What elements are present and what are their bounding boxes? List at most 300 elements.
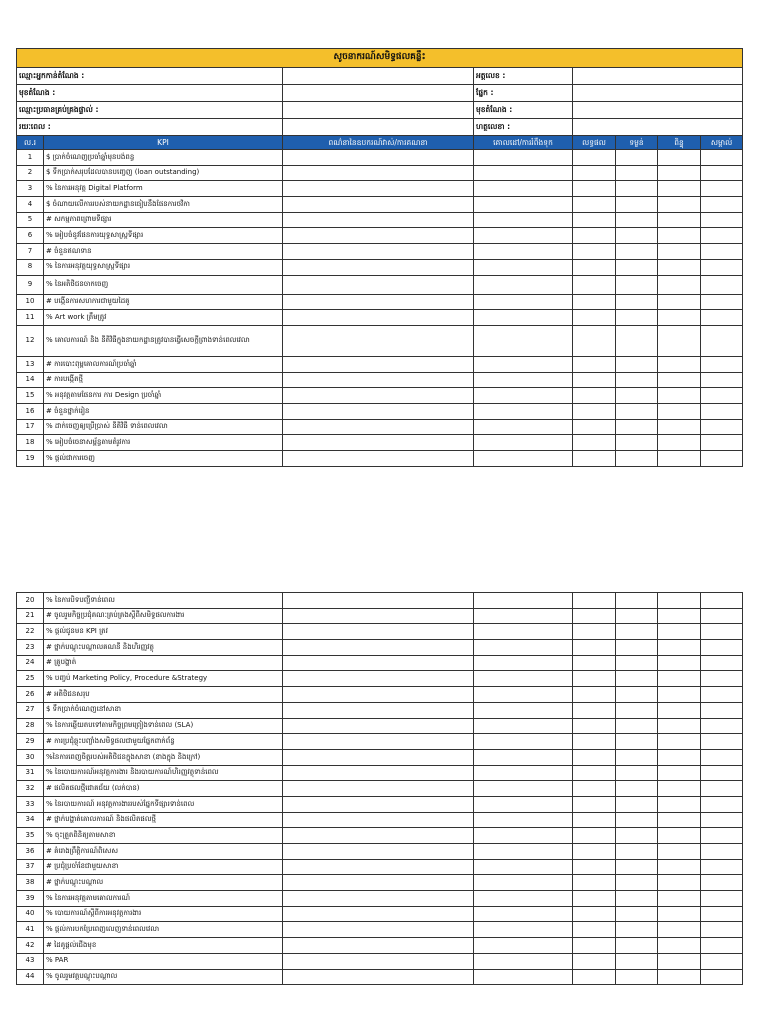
score-cell[interactable] [658, 419, 701, 435]
result-cell[interactable] [573, 891, 616, 907]
target-cell[interactable] [474, 749, 573, 765]
target-cell[interactable] [474, 655, 573, 671]
row-number: 34 [17, 812, 44, 828]
description-cell[interactable] [283, 671, 474, 687]
result-cell[interactable] [573, 906, 616, 922]
target-cell[interactable] [474, 165, 573, 181]
score-cell[interactable] [658, 891, 701, 907]
description-cell[interactable] [283, 812, 474, 828]
weight-cell[interactable] [616, 181, 658, 197]
remark-cell[interactable] [701, 165, 743, 181]
score-cell[interactable] [658, 259, 701, 275]
description-cell[interactable] [283, 687, 474, 703]
result-cell[interactable] [573, 435, 616, 451]
remark-cell[interactable] [701, 969, 743, 985]
id-field[interactable] [573, 68, 743, 85]
score-cell[interactable] [658, 197, 701, 213]
weight-cell[interactable] [616, 388, 658, 404]
remark-cell[interactable] [701, 781, 743, 797]
result-cell[interactable] [573, 403, 616, 419]
score-cell[interactable] [658, 310, 701, 326]
kpi-cell: % Art work ត្រឹមត្រូវ [44, 310, 283, 326]
target-cell[interactable] [474, 181, 573, 197]
target-cell[interactable] [474, 259, 573, 275]
target-cell[interactable] [474, 419, 573, 435]
score-cell[interactable] [658, 765, 701, 781]
description-cell[interactable] [283, 403, 474, 419]
remark-cell[interactable] [701, 435, 743, 451]
score-cell[interactable] [658, 212, 701, 228]
target-cell[interactable] [474, 624, 573, 640]
remark-cell[interactable] [701, 859, 743, 875]
weight-cell[interactable] [616, 781, 658, 797]
target-cell[interactable] [474, 212, 573, 228]
result-cell[interactable] [573, 812, 616, 828]
description-cell[interactable] [283, 765, 474, 781]
result-cell[interactable] [573, 938, 616, 954]
remark-cell[interactable] [701, 310, 743, 326]
target-cell[interactable] [474, 859, 573, 875]
target-cell[interactable] [474, 687, 573, 703]
description-cell[interactable] [283, 388, 474, 404]
weight-cell[interactable] [616, 859, 658, 875]
remark-cell[interactable] [701, 812, 743, 828]
score-cell[interactable] [658, 181, 701, 197]
result-cell[interactable] [573, 259, 616, 275]
weight-cell[interactable] [616, 372, 658, 388]
target-cell[interactable] [474, 640, 573, 656]
description-cell[interactable] [283, 640, 474, 656]
target-cell[interactable] [474, 403, 573, 419]
score-cell[interactable] [658, 796, 701, 812]
description-cell[interactable] [283, 953, 474, 969]
result-cell[interactable] [573, 181, 616, 197]
remark-cell[interactable] [701, 671, 743, 687]
score-cell[interactable] [658, 969, 701, 985]
col-header-weight: ទម្ងន់ [616, 136, 658, 150]
description-cell[interactable] [283, 702, 474, 718]
row-number: 42 [17, 938, 44, 954]
score-cell[interactable] [658, 244, 701, 260]
target-cell[interactable] [474, 844, 573, 860]
weight-cell[interactable] [616, 624, 658, 640]
result-cell[interactable] [573, 372, 616, 388]
target-cell[interactable] [474, 891, 573, 907]
weight-cell[interactable] [616, 325, 658, 356]
weight-cell[interactable] [616, 356, 658, 372]
description-cell[interactable] [283, 891, 474, 907]
kpi-cell: # ចូលរួមកិច្ចប្រជុំគណៈគ្រប់គ្រងស្តីពីសមិទ្ធផលការងារ [44, 608, 283, 624]
result-cell[interactable] [573, 608, 616, 624]
target-cell[interactable] [474, 906, 573, 922]
weight-cell[interactable] [616, 403, 658, 419]
remark-cell[interactable] [701, 734, 743, 750]
description-cell[interactable] [283, 372, 474, 388]
remark-cell[interactable] [701, 828, 743, 844]
remark-cell[interactable] [701, 718, 743, 734]
target-cell[interactable] [474, 671, 573, 687]
result-cell[interactable] [573, 687, 616, 703]
target-cell[interactable] [474, 828, 573, 844]
description-cell[interactable] [283, 181, 474, 197]
target-cell[interactable] [474, 593, 573, 609]
result-cell[interactable] [573, 953, 616, 969]
weight-cell[interactable] [616, 734, 658, 750]
result-cell[interactable] [573, 294, 616, 310]
weight-cell[interactable] [616, 419, 658, 435]
score-cell[interactable] [658, 150, 701, 166]
col-header-score: ពិន្ទុ [658, 136, 701, 150]
result-cell[interactable] [573, 671, 616, 687]
remark-cell[interactable] [701, 275, 743, 294]
score-cell[interactable] [658, 781, 701, 797]
description-cell[interactable] [283, 259, 474, 275]
description-cell[interactable] [283, 718, 474, 734]
kpi-cell: # ថ្នាក់បណ្តុះបណ្តាលគណនី និងហិរញ្ញវត្ថុ [44, 640, 283, 656]
remark-cell[interactable] [701, 403, 743, 419]
target-cell[interactable] [474, 875, 573, 891]
kpi-cell: # ប្រជុំប្រចាំខែជាមួយសាខា [44, 859, 283, 875]
result-cell[interactable] [573, 212, 616, 228]
target-cell[interactable] [474, 372, 573, 388]
target-cell[interactable] [474, 451, 573, 467]
employee-name-field[interactable] [283, 68, 474, 85]
remark-cell[interactable] [701, 150, 743, 166]
target-cell[interactable] [474, 608, 573, 624]
remark-cell[interactable] [701, 655, 743, 671]
weight-cell[interactable] [616, 310, 658, 326]
description-cell[interactable] [283, 922, 474, 938]
description-cell[interactable] [283, 969, 474, 985]
weight-cell[interactable] [616, 969, 658, 985]
result-cell[interactable] [573, 718, 616, 734]
result-cell[interactable] [573, 796, 616, 812]
result-cell[interactable] [573, 859, 616, 875]
result-cell[interactable] [573, 781, 616, 797]
weight-cell[interactable] [616, 197, 658, 213]
target-cell[interactable] [474, 228, 573, 244]
score-cell[interactable] [658, 593, 701, 609]
result-cell[interactable] [573, 451, 616, 467]
weight-cell[interactable] [616, 640, 658, 656]
target-cell[interactable] [474, 294, 573, 310]
description-cell[interactable] [283, 435, 474, 451]
score-cell[interactable] [658, 275, 701, 294]
result-cell[interactable] [573, 655, 616, 671]
remark-cell[interactable] [701, 372, 743, 388]
kpi-cell: $ ទឹកប្រាក់ចំណេញនៅសាខា [44, 702, 283, 718]
score-cell[interactable] [658, 687, 701, 703]
result-cell[interactable] [573, 640, 616, 656]
description-cell[interactable] [283, 212, 474, 228]
table-row [17, 655, 743, 671]
description-cell[interactable] [283, 796, 474, 812]
result-cell[interactable] [573, 875, 616, 891]
period-field[interactable] [283, 119, 474, 136]
remark-cell[interactable] [701, 687, 743, 703]
result-cell[interactable] [573, 593, 616, 609]
description-cell[interactable] [283, 655, 474, 671]
score-cell[interactable] [658, 671, 701, 687]
weight-cell[interactable] [616, 228, 658, 244]
description-cell[interactable] [283, 593, 474, 609]
weight-cell[interactable] [616, 891, 658, 907]
score-cell[interactable] [658, 388, 701, 404]
score-cell[interactable] [658, 356, 701, 372]
remark-cell[interactable] [701, 419, 743, 435]
result-cell[interactable] [573, 419, 616, 435]
score-cell[interactable] [658, 859, 701, 875]
target-cell[interactable] [474, 796, 573, 812]
result-cell[interactable] [573, 165, 616, 181]
remark-cell[interactable] [701, 765, 743, 781]
description-cell[interactable] [283, 419, 474, 435]
table-row [17, 150, 743, 166]
weight-cell[interactable] [616, 244, 658, 260]
result-cell[interactable] [573, 969, 616, 985]
result-cell[interactable] [573, 749, 616, 765]
target-cell[interactable] [474, 953, 573, 969]
description-cell[interactable] [283, 734, 474, 750]
weight-cell[interactable] [616, 906, 658, 922]
score-cell[interactable] [658, 403, 701, 419]
description-cell[interactable] [283, 844, 474, 860]
col-header-target: គោលដៅ/ការរំពឹងទុក [474, 136, 573, 150]
target-cell[interactable] [474, 969, 573, 985]
weight-cell[interactable] [616, 593, 658, 609]
score-cell[interactable] [658, 702, 701, 718]
target-cell[interactable] [474, 702, 573, 718]
description-cell[interactable] [283, 294, 474, 310]
remark-cell[interactable] [701, 796, 743, 812]
remark-cell[interactable] [701, 244, 743, 260]
target-cell[interactable] [474, 938, 573, 954]
target-cell[interactable] [474, 435, 573, 451]
target-cell[interactable] [474, 325, 573, 356]
kpi-cell: % នៃការអនុវត្ត Digital Platform [44, 181, 283, 197]
result-cell[interactable] [573, 310, 616, 326]
description-cell[interactable] [283, 310, 474, 326]
description-cell[interactable] [283, 938, 474, 954]
weight-cell[interactable] [616, 608, 658, 624]
score-cell[interactable] [658, 828, 701, 844]
target-cell[interactable] [474, 718, 573, 734]
remark-cell[interactable] [701, 593, 743, 609]
remark-cell[interactable] [701, 844, 743, 860]
remark-cell[interactable] [701, 749, 743, 765]
weight-cell[interactable] [616, 718, 658, 734]
remark-cell[interactable] [701, 624, 743, 640]
result-cell[interactable] [573, 244, 616, 260]
remark-cell[interactable] [701, 356, 743, 372]
table-row [17, 796, 743, 812]
result-cell[interactable] [573, 356, 616, 372]
score-cell[interactable] [658, 228, 701, 244]
department-field[interactable] [573, 85, 743, 102]
remark-cell[interactable] [701, 922, 743, 938]
description-cell[interactable] [283, 244, 474, 260]
weight-cell[interactable] [616, 259, 658, 275]
score-cell[interactable] [658, 749, 701, 765]
result-cell[interactable] [573, 624, 616, 640]
kpi-cell: % ដាក់ចេញឲ្យប្រើប្រាស់ នីតិវិធី ទាន់ពេលវេលា [44, 419, 283, 435]
remark-cell[interactable] [701, 181, 743, 197]
score-cell[interactable] [658, 165, 701, 181]
score-cell[interactable] [658, 435, 701, 451]
result-cell[interactable] [573, 828, 616, 844]
remark-cell[interactable] [701, 875, 743, 891]
target-cell[interactable] [474, 734, 573, 750]
remark-cell[interactable] [701, 294, 743, 310]
description-cell[interactable] [283, 228, 474, 244]
result-cell[interactable] [573, 765, 616, 781]
remark-cell[interactable] [701, 953, 743, 969]
score-cell[interactable] [658, 953, 701, 969]
weight-cell[interactable] [616, 875, 658, 891]
kpi-cell: # ចំនួនឥណទាន [44, 244, 283, 260]
target-cell[interactable] [474, 922, 573, 938]
remark-cell[interactable] [701, 640, 743, 656]
date-field[interactable] [573, 119, 743, 136]
weight-cell[interactable] [616, 765, 658, 781]
weight-cell[interactable] [616, 671, 658, 687]
remark-cell[interactable] [701, 325, 743, 356]
description-cell[interactable] [283, 875, 474, 891]
score-cell[interactable] [658, 640, 701, 656]
remark-cell[interactable] [701, 702, 743, 718]
description-cell[interactable] [283, 859, 474, 875]
description-cell[interactable] [283, 197, 474, 213]
score-cell[interactable] [658, 906, 701, 922]
description-cell[interactable] [283, 749, 474, 765]
row-number: 15 [17, 388, 44, 404]
score-cell[interactable] [658, 875, 701, 891]
weight-cell[interactable] [616, 451, 658, 467]
score-cell[interactable] [658, 325, 701, 356]
period-label: រយៈពេល : [17, 119, 283, 136]
weight-cell[interactable] [616, 796, 658, 812]
weight-cell[interactable] [616, 844, 658, 860]
remark-cell[interactable] [701, 938, 743, 954]
weight-cell[interactable] [616, 435, 658, 451]
description-cell[interactable] [283, 356, 474, 372]
remark-cell[interactable] [701, 259, 743, 275]
score-cell[interactable] [658, 451, 701, 467]
weight-cell[interactable] [616, 687, 658, 703]
target-cell[interactable] [474, 150, 573, 166]
target-cell[interactable] [474, 275, 573, 294]
score-cell[interactable] [658, 608, 701, 624]
score-cell[interactable] [658, 938, 701, 954]
target-cell[interactable] [474, 197, 573, 213]
result-cell[interactable] [573, 922, 616, 938]
description-cell[interactable] [283, 150, 474, 166]
weight-cell[interactable] [616, 655, 658, 671]
kpi-cell: % ផ្តល់ជូនមន KPI ត្រវ [44, 624, 283, 640]
remark-cell[interactable] [701, 212, 743, 228]
target-cell[interactable] [474, 356, 573, 372]
remark-cell[interactable] [701, 608, 743, 624]
supervisor-field[interactable] [283, 102, 474, 119]
result-cell[interactable] [573, 734, 616, 750]
position-field[interactable] [283, 85, 474, 102]
score-cell[interactable] [658, 734, 701, 750]
description-cell[interactable] [283, 828, 474, 844]
description-cell[interactable] [283, 624, 474, 640]
row-number: 5 [17, 212, 44, 228]
weight-cell[interactable] [616, 922, 658, 938]
row-number: 11 [17, 310, 44, 326]
weight-cell[interactable] [616, 828, 658, 844]
weight-cell[interactable] [616, 294, 658, 310]
description-cell[interactable] [283, 906, 474, 922]
weight-cell[interactable] [616, 150, 658, 166]
result-cell[interactable] [573, 275, 616, 294]
weight-cell[interactable] [616, 812, 658, 828]
description-cell[interactable] [283, 165, 474, 181]
description-cell[interactable] [283, 608, 474, 624]
remark-cell[interactable] [701, 197, 743, 213]
col-header-description: ពណ៌នានៃឧបករណ៍វាស់/ការគណនា [283, 136, 474, 150]
result-cell[interactable] [573, 197, 616, 213]
weight-cell[interactable] [616, 275, 658, 294]
weight-cell[interactable] [616, 938, 658, 954]
result-cell[interactable] [573, 702, 616, 718]
supervisor-position-label: មុខតំណែង : [474, 102, 573, 119]
weight-cell[interactable] [616, 702, 658, 718]
kpi-cell: % នៃការបិទបញ្ជីទាន់ពេល [44, 593, 283, 609]
score-cell[interactable] [658, 655, 701, 671]
remark-cell[interactable] [701, 906, 743, 922]
result-cell[interactable] [573, 844, 616, 860]
score-cell[interactable] [658, 294, 701, 310]
description-cell[interactable] [283, 275, 474, 294]
weight-cell[interactable] [616, 212, 658, 228]
result-cell[interactable] [573, 325, 616, 356]
description-cell[interactable] [283, 451, 474, 467]
description-cell[interactable] [283, 325, 474, 356]
target-cell[interactable] [474, 388, 573, 404]
remark-cell[interactable] [701, 228, 743, 244]
score-cell[interactable] [658, 372, 701, 388]
target-cell[interactable] [474, 781, 573, 797]
score-cell[interactable] [658, 812, 701, 828]
remark-cell[interactable] [701, 451, 743, 467]
score-cell[interactable] [658, 922, 701, 938]
kpi-cell: # សកម្មភាពព្រោមទីផ្សារ [44, 212, 283, 228]
table-row [17, 953, 743, 969]
description-cell[interactable] [283, 781, 474, 797]
score-cell[interactable] [658, 718, 701, 734]
target-cell[interactable] [474, 765, 573, 781]
target-cell[interactable] [474, 310, 573, 326]
score-cell[interactable] [658, 844, 701, 860]
supervisor-position-field[interactable] [573, 102, 743, 119]
result-cell[interactable] [573, 150, 616, 166]
table-row [17, 687, 743, 703]
remark-cell[interactable] [701, 891, 743, 907]
weight-cell[interactable] [616, 953, 658, 969]
score-cell[interactable] [658, 624, 701, 640]
result-cell[interactable] [573, 228, 616, 244]
weight-cell[interactable] [616, 165, 658, 181]
row-number: 4 [17, 197, 44, 213]
target-cell[interactable] [474, 812, 573, 828]
target-cell[interactable] [474, 244, 573, 260]
result-cell[interactable] [573, 388, 616, 404]
remark-cell[interactable] [701, 388, 743, 404]
weight-cell[interactable] [616, 749, 658, 765]
